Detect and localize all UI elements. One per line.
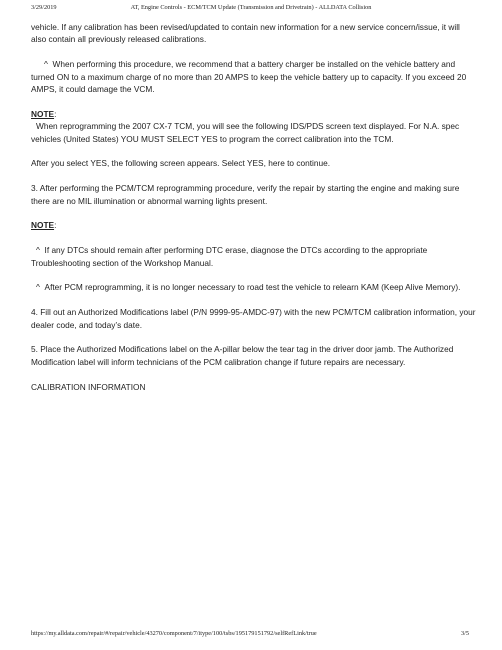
caret-bullet-icon: ^ bbox=[36, 282, 40, 293]
note-cx7-tcm bbox=[31, 120, 477, 145]
kam-text: After PCM reprogramming, it is no longer necessary to road test the vehicle to relearn KAM (Keep Alive Memory). bbox=[44, 282, 461, 293]
source-url-link[interactable]: https://my.alldata.com/repair/#/repair/vehicle/43270/component/7/itype/100/tsbs/195179151792/selfRefLink/true bbox=[31, 630, 317, 637]
battery-charger-text: When performing this procedure, we recommend that a battery charger be installed on the vehicle battery and turned ON to a maximum charge of no more than 20 AMPS to keep the vehicle battery up to capacity. If you exceed 20 AMPS, it could damage the VCM. bbox=[31, 59, 467, 95]
note-label: NOTE bbox=[31, 108, 55, 119]
note-item-dtc bbox=[31, 244, 477, 269]
paragraph-select-yes: After you select YES, the following screen appears. Select YES, here to continue. bbox=[31, 158, 331, 169]
document-title: AT, Engine Controls - ECM/TCM Update (Transmission and Drivetrain) - ALLDATA Collision bbox=[130, 4, 372, 11]
dtc-text: If any DTCs should remain after performing DTC erase, diagnose the DTCs according to the appropriate Troubleshooting section of the Workshop Manual. bbox=[31, 245, 428, 268]
page-number: 3/5 bbox=[460, 630, 469, 637]
print-date: 3/29/2019 bbox=[31, 4, 57, 11]
note-heading-1: NOTE: bbox=[31, 108, 57, 119]
paragraph-calibration-continued: vehicle. If any calibration has been revised/updated to contain new information for a new service concern/issue, it will also contain all previously released calibrations. bbox=[31, 22, 460, 45]
step-4: 4. Fill out an Authorized Modifications label (P/N 9999-95-AMDC-97) with the new PCM/TCM calibration information, your dealer code, and today’s date. bbox=[31, 307, 476, 330]
page-footer bbox=[0, 630, 502, 640]
note-heading-2: NOTE: bbox=[31, 220, 57, 231]
step-5: 5. Place the Authorized Modifications label on the A-pillar below the tear tag in the driver door jamb. The Authorized Modification label will inform technicians of the PCM calibration change if future repairs are necessary. bbox=[31, 344, 454, 367]
note-label: NOTE bbox=[31, 220, 55, 231]
caret-bullet-icon: ^ bbox=[44, 59, 48, 70]
paragraph-battery-charger bbox=[31, 58, 477, 95]
step-3: 3. After performing the PCM/TCM reprogramming procedure, verify the repair by starting the engine and making sure there are no MIL illumination or abnormal warning lights present. bbox=[31, 183, 460, 206]
document-body bbox=[31, 21, 477, 405]
note-item-kam bbox=[31, 281, 477, 293]
note-cx7-text: When reprogramming the 2007 CX-7 TCM, you will see the following IDS/PDS screen text displayed. For N.A. spec vehicles (United States) YOU MUST SELECT YES to program the correct calibration into the TCM. bbox=[31, 121, 460, 144]
caret-bullet-icon: ^ bbox=[36, 245, 40, 256]
page-header bbox=[0, 4, 502, 14]
calibration-information-heading: CALIBRATION INFORMATION bbox=[31, 381, 146, 392]
